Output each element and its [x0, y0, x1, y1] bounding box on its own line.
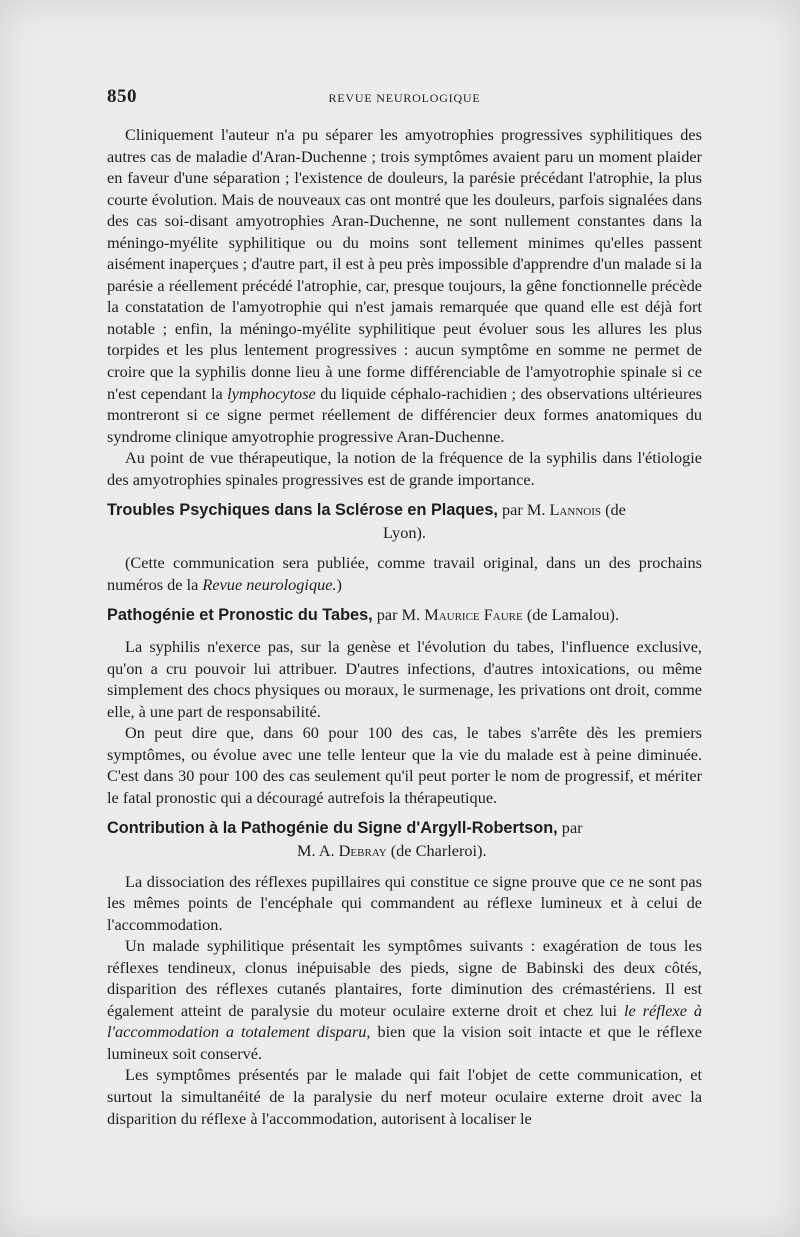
- intro-p1-italic: lymphocytose: [227, 383, 316, 403]
- section-location-close: Lyon).: [383, 522, 426, 542]
- section-location: (de Charleroi).: [390, 840, 487, 860]
- section1-p1-end: ): [336, 574, 342, 594]
- section3-p2-end: bien que la vision soit intacte et que le réflexe lumineux soit conservé.: [107, 1022, 702, 1063]
- section-location: (de Lamalou).: [526, 605, 620, 625]
- section1-p1-start: (Cette communication sera publiée, comme travail original, dans un des prochains numéros de la: [107, 553, 702, 594]
- section-author-line: [107, 840, 702, 862]
- section-author-prefix: M. A.: [297, 840, 335, 860]
- article-body: [107, 124, 702, 1129]
- section-par: par M.: [376, 605, 421, 625]
- section-author: Maurice Faure: [424, 605, 523, 625]
- section-title: Pathogénie et Pronostic du Tabes,: [107, 606, 373, 625]
- section-title: Contribution à la Pathogénie du Signe d'Argyll-Robertson,: [107, 819, 558, 838]
- page-header: [107, 86, 702, 110]
- section3-p2-italic: le réflexe à l'accommodation a totalement disparu,: [107, 1000, 702, 1042]
- intro-paragraph-2: Au point de vue thérapeutique, la notion de la fréquence de la syphilis dans l'étiologie des amyotrophies spinales progressives est de grande importance.: [107, 448, 702, 489]
- section-author: Debray: [338, 840, 387, 860]
- section1-p1-italic: Revue neurologique.: [202, 574, 337, 594]
- running-title: REVUE NEUROLOGIQUE: [328, 91, 481, 105]
- section2-paragraph-2: On peut dire que, dans 60 pour 100 des cas, le tabes s'arrête dès les premiers symptômes, ou évolue avec une telle lenteur que la vie du malade est à peine diminuée. C'est dans 30 pour 100 des cas seulement qu'il peut porter le nom de progressif, et mériter le fatal pronostic qui a découragé autrefois la thérapeutique.: [107, 723, 702, 807]
- section-par: par: [561, 818, 583, 838]
- section-heading-troubles-psychiques: [107, 499, 702, 543]
- section3-paragraph-1: La dissociation des réflexes pupillaires qui constitue ce signe prouve que ce ne sont pas les mêmes points de l'encéphale qui commandent au réflexe lumineux et à celui de l'accommodation.: [107, 871, 702, 934]
- page-number: 850: [107, 86, 137, 107]
- section-par: par M.: [502, 500, 546, 520]
- section-author: Lannois: [549, 500, 601, 520]
- section-title: Troubles Psychiques dans la Sclérose en Plaques,: [107, 501, 498, 520]
- section2-paragraph-1: La syphilis n'exerce pas, sur la genèse et l'évolution du tabes, l'influence exclusive, qu'on a cru pouvoir lui attribuer. D'autres infections, d'autres intoxications, ou même simplement des chocs physiques ou moraux, le surmenage, les privations ont droit, comme elle, à une part de responsabilité.: [107, 637, 702, 721]
- section3-paragraph-3: Les symptômes présentés par le malade qui fait l'objet de cette communication, et surtout la simultanéité de la paralysie du nerf moteur oculaire externe droit avec la disparition du réflexe à l'accommodation, autorisent à localiser le: [107, 1065, 702, 1128]
- intro-p1-text: Cliniquement l'auteur n'a pu séparer les amyotrophies progressives syphilitiques des autres cas de maladie d'Aran-Duchenne ; trois symptômes avaient paru un moment plaider en faveur d'une séparation ; l'existence de douleurs, la parésie précédant l'atrophie, la plus courte évolution. Mais de nouveaux cas ont montré que les douleurs, parfois signalées dans des cas soi-disant amyotrophies Aran-Duchenne, ne sont nullement constantes dans la méningo-myélite syphilitique ou du moins sont tellement minimes qu'elles passent aisément inaperçues ; d'autre part, il est à peu près impossible d'apprendre d'un malade si la parésie a réellement précédé l'atrophie, car, presque toujours, la gêne fonctionnelle précède la constatation de l'amyotrophie qui n'est jamais remarquée que quand elle est déjà fort notable ; enfin, la méningo-myélite syphilitique peut évoluer sous les allures les plus torpides et les plus lentement progressives : aucun symptôme en somme ne permet de croire que la syphilis donne lieu à une forme différenciable de l'amyotrophie spinale si ce n'est cependant la: [107, 125, 702, 403]
- section1-paragraph-1: [107, 552, 702, 595]
- intro-paragraph-1: [107, 124, 702, 447]
- section3-p2-start: Un malade syphilitique présentait les symptômes suivants : exagération de tous les réflexes tendineux, clonus inépuisable des pieds, signe de Babinski des deux côtés, disparition des réflexes cutanés plantaires, forte diminution des crémastériens. Il est également atteint de paralysie du moteur oculaire externe droit et chez lui: [107, 936, 702, 1020]
- section3-paragraph-2: [107, 935, 702, 1064]
- section-heading-pathogenie-tabes: [107, 604, 702, 627]
- intro-p1-end: du liquide céphalo-rachidien ; des observations ultérieures montreront si ce signe permet réellement de différencier deux formes anatomiques du syndrome clinique amyotrophie progressive Aran-Duchenne.: [107, 383, 703, 446]
- section-location-open: (de: [605, 500, 626, 520]
- section-heading-argyll-robertson: [107, 817, 702, 861]
